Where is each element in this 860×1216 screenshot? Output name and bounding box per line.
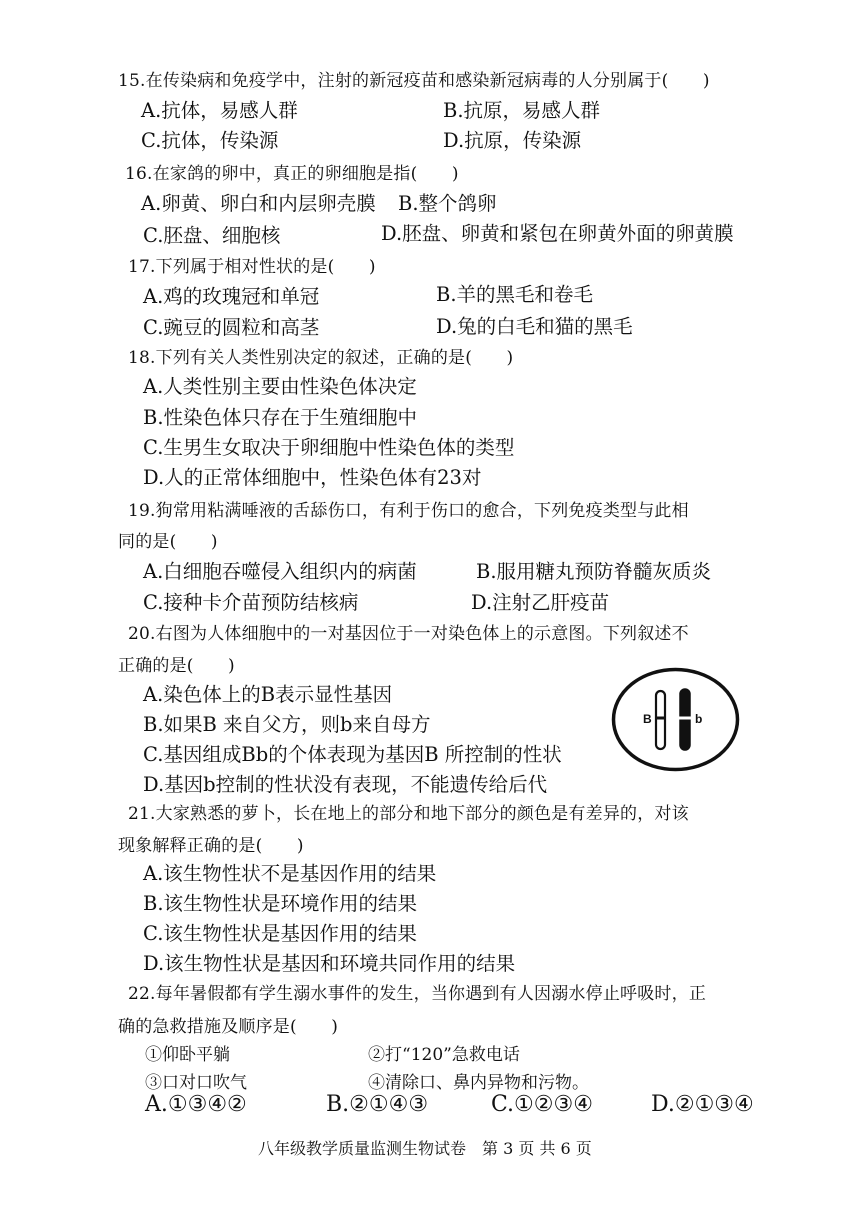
q20-stem-line1: 20.右图为人体细胞中的一对基因位于一对染色体上的示意图。下列叙述不 [128,624,689,644]
q20-option-c: C.基因组成Bb的个体表现为基因B 所控制的性状 [143,743,562,766]
q21-stem-line2: 现象解释正确的是( ) [118,836,304,856]
q21-option-a: A.该生物性状不是基因作用的结果 [143,862,437,885]
q22-option-b: B.②①④③ [326,1092,429,1117]
q22-stem-line1: 22.每年暑假都有学生溺水事件的发生，当你遇到有人因溺水停止呼吸时，正 [128,984,707,1004]
q19-option-d: D.注射乙肝疫苗 [471,591,610,614]
chromosome-left [656,691,665,749]
q15-option-b: B.抗原，易感人群 [443,99,601,122]
q18-option-b: B.性染色体只存在于生殖细胞中 [143,406,418,429]
q19-option-a: A.白细胞吞噬侵入组织内的病菌 [143,560,417,583]
cell-outline [614,670,738,770]
q15-option-a: A.抗体，易感人群 [141,99,298,122]
q21-stem-line1: 21.大家熟悉的萝卜，长在地上的部分和地下部分的颜色是有差异的，对该 [128,804,689,824]
gene-label-b-upper: B [643,712,652,726]
q19-stem-line2: 同的是( ) [118,532,218,552]
q18-option-a: A.人类性别主要由性染色体决定 [143,375,417,398]
q21-option-b: B.该生物性状是环境作用的结果 [143,892,418,915]
q15-option-c: C.抗体，传染源 [141,129,279,152]
q16-option-d: D.胚盘、卵黄和紧包在卵黄外面的卵黄膜 [381,222,734,245]
q22-step-3: ③口对口吹气 [145,1073,247,1093]
q17-option-d: D.兔的白毛和猫的黑毛 [436,315,633,338]
q22-option-c: C.①②③④ [491,1092,593,1117]
q16-option-c: C.胚盘、细胞核 [143,224,281,247]
q17-stem: 17.下列属于相对性状的是( ) [128,257,376,277]
q18-option-d: D.人的正常体细胞中，性染色体有23对 [143,466,482,489]
q21-option-c: C.该生物性状是基因作用的结果 [143,922,417,945]
chromosome-pair-figure [611,667,740,772]
q22-option-d: D.②①③④ [651,1092,754,1117]
q22-step-4: ④清除口、鼻内异物和污物。 [368,1073,589,1093]
q21-option-d: D.该生物性状是基因和环境共同作用的结果 [143,952,516,975]
q20-option-d: D.基因b控制的性状没有表现，不能遗传给后代 [143,773,548,796]
q15-option-d: D.抗原，传染源 [443,129,582,152]
q20-option-a: A.染色体上的B表示显性基因 [143,683,393,706]
page-footer: 八年级教学质量监测生物试卷 第 3 页 共 6 页 [258,1139,592,1158]
q16-option-b: B.整个鸽卵 [398,192,497,215]
q17-option-b: B.羊的黑毛和卷毛 [436,283,594,306]
q22-option-a: A.①③④② [145,1092,247,1117]
q19-stem-line1: 19.狗常用粘满唾液的舌舔伤口，有利于伤口的愈合，下列免疫类型与此相 [128,501,689,521]
q17-option-c: C.豌豆的圆粒和高茎 [143,316,320,339]
q16-option-a: A.卵黄、卵白和内层卵壳膜 [141,192,376,215]
q20-option-b: B.如果B 来自父方，则b来自母方 [143,713,431,736]
gene-label-b-lower: b [695,712,703,726]
q19-option-b: B.服用糖丸预防脊髓灰质炎 [476,560,712,583]
q22-step-2: ②打“120”急救电话 [368,1045,520,1065]
q18-option-c: C.生男生女取决于卵细胞中性染色体的类型 [143,436,515,459]
q16-stem: 16.在家鸽的卵中，真正的卵细胞是指( ) [125,164,459,184]
q15-stem: 15.在传染病和免疫学中，注射的新冠疫苗和感染新冠病毒的人分别属于( ) [118,71,710,91]
q22-step-1: ①仰卧平躺 [145,1045,230,1065]
q20-stem-line2: 正确的是( ) [118,656,235,676]
q22-stem-line2: 确的急救措施及顺序是( ) [118,1017,339,1037]
q18-stem: 18.下列有关人类性别决定的叙述，正确的是( ) [128,348,514,368]
q17-option-a: A.鸡的玫瑰冠和单冠 [143,285,320,308]
q19-option-c: C.接种卡介苗预防结核病 [143,591,359,614]
